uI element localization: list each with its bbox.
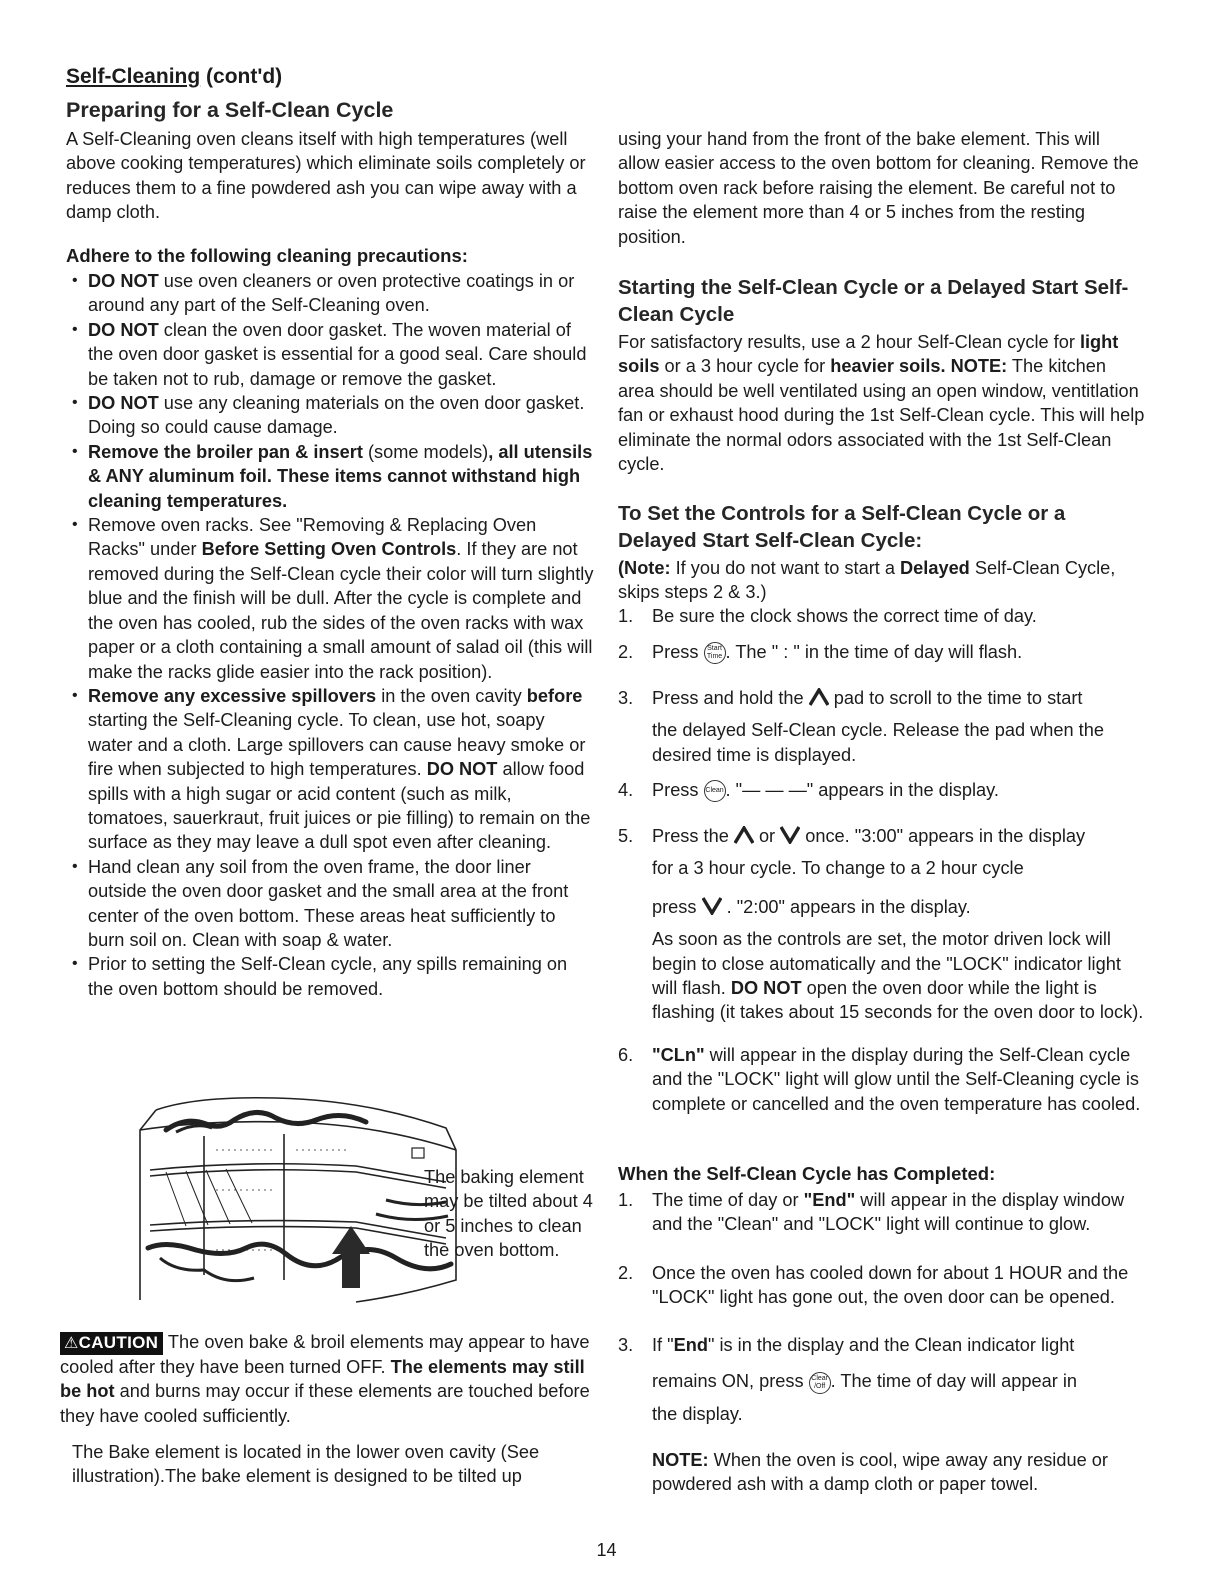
- step-text: Press: [652, 642, 704, 662]
- page-number: 14: [596, 1540, 617, 1560]
- precaution-text: . If they are not removed during the Self-Clean cycle their color will turn slightly blue and the finish will be dull. After the cycle is complete and the oven has cooled, rub the sides of the oven racks with wax paper or a cloth containing a small amount of salad oil (this will make the racks glide easier into the rack position).: [88, 539, 594, 682]
- step-text: Press the: [652, 826, 734, 846]
- note-text: When the oven is cool, wipe away any residue or powdered ash with a damp cloth or paper towel.: [652, 1450, 1108, 1495]
- caution-text: and burns may occur if these elements are touched before they have cooled sufficiently.: [60, 1381, 590, 1426]
- starting-paragraph: [618, 330, 1146, 476]
- step-text-block: [618, 1333, 1146, 1357]
- step-text: once. "3:00" appears in the display: [800, 826, 1086, 846]
- starting-text: The kitchen area should be well ventilated using an open window, ventitlation fan or exhaust hood during the 1st Self-Clean cycle. This will help eliminate the normal odors associated with the 1st Self-Clean cycle.: [618, 356, 1145, 475]
- step-text-block: Once the oven has cooled down for about 1 HOUR and the "LOCK" light has gone out, the oven door can be opened.: [652, 1263, 1129, 1308]
- step-text: open the oven door while the light is flashing (it takes about 15 seconds for the oven door to lock).: [652, 978, 1144, 1023]
- starting-text: or a 3 hour cycle for: [659, 356, 831, 377]
- step-text: If ": [652, 1335, 674, 1355]
- precaution-text: Prior to setting the Self-Clean cycle, any spills remaining on the oven bottom should be removed.: [88, 954, 568, 999]
- precautions-list: [66, 269, 594, 1001]
- step-text-cont: the delayed Self-Clean cycle. Release the pad when the desired time is displayed.: [652, 720, 1104, 765]
- step-5: [618, 824, 1146, 1025]
- clean-button-icon: [704, 780, 726, 802]
- heading-completed: When the Self-Clean Cycle has Completed:: [618, 1163, 996, 1184]
- starting-bold: NOTE:: [945, 356, 1008, 377]
- note-text: Self-Clean Cycle, skips steps 2 & 3.): [618, 558, 1116, 603]
- up-arrow-icon: [809, 688, 829, 706]
- heading-set-controls: To Set the Controls for a Self-Clean Cycle or a Delayed Start Self-Clean Cycle:: [618, 502, 1066, 552]
- note-label: (Note:: [618, 558, 671, 578]
- note-text: If you do not want to start a: [670, 558, 901, 578]
- precaution-item: [66, 269, 594, 318]
- step-number: 3.: [618, 1335, 634, 1355]
- precaution-text: use any cleaning materials on the oven door gasket. Doing so could cause damage.: [88, 393, 585, 438]
- precaution-bold: DO NOT: [88, 319, 159, 340]
- up-arrow-icon: [734, 826, 754, 844]
- section-title-main: Self-Cleaning: [66, 65, 201, 88]
- precaution-text: use oven cleaners or oven protective coatings in or around any part of the Self-Cleaning oven.: [88, 271, 575, 316]
- step-1: [618, 604, 1146, 628]
- step-text-cont: the display.: [652, 1403, 743, 1424]
- precaution-bold: DO NOT: [88, 393, 159, 414]
- step-text-block: [618, 1188, 1146, 1237]
- step-bold: "End": [803, 1190, 856, 1210]
- clear-off-button-icon: [809, 1372, 831, 1394]
- step-bold: DO NOT: [730, 978, 802, 999]
- caution-text: The oven bake & broil elements may appear to have cooled after they have been turned OFF.: [60, 1332, 590, 1377]
- bake-element-paragraph-cont: using your hand from the front of the bake element. This will allow easier access to the oven bottom for cleaning. Remove the bottom oven rack before raising the element. Be careful not to raise the element more than 4 or 5 inches from the resting position.: [618, 129, 1139, 247]
- precaution-bold: Before Setting Oven Controls: [201, 539, 457, 560]
- step-text: will appear in the display window and the "Clean" and "LOCK" light will continue to glow.: [652, 1190, 1125, 1235]
- oven-bake-element-illustration: [126, 1090, 466, 1310]
- caution-badge: [60, 1332, 163, 1355]
- step-text: . "2:00" appears in the display.: [721, 896, 971, 917]
- step-number: 6.: [618, 1045, 634, 1065]
- precaution-bold: , all utensils & ANY aluminum foil. These items cannot withstand high cleaning temperatures.: [88, 441, 593, 511]
- icon-label: Time: [706, 653, 723, 661]
- step-number: 1.: [618, 1190, 634, 1210]
- icon-label: Clear: [811, 1374, 829, 1382]
- step-text: remains ON, press: [652, 1371, 809, 1392]
- precaution-item: [66, 855, 594, 953]
- heading-starting: Starting the Self-Clean Cycle or a Delayed Start Self-Clean Cycle: [618, 276, 1129, 326]
- precaution-bold: Remove the broiler pan & insert: [88, 441, 363, 462]
- down-arrow-icon: [702, 897, 722, 915]
- step-text: Press: [652, 780, 704, 800]
- step-text: or: [753, 826, 781, 846]
- step-text-cont: [618, 1369, 1146, 1393]
- precaution-text: starting the Self-Cleaning cycle. To clean, use hot, soapy water and a cloth. Large spillovers can cause heavy smoke or fire when subjected to high temperatures.: [88, 710, 586, 780]
- set-controls-note: [618, 556, 1146, 605]
- step-text: will appear in the display during the Self-Clean cycle and the "LOCK" light will glow until the Self-Cleaning cycle is complete or cancelled and the oven temperature has cooled.: [652, 1045, 1141, 1114]
- illustration-caption: The baking element may be tilted about 4 or 5 inches to clean the oven bottom.: [424, 1167, 593, 1261]
- precaution-text: Hand clean any soil from the oven frame, the door liner outside the oven door gasket and the small area at the front center of the oven bottom. These areas heat sufficiently to burn soil on. Clean with soap & water.: [88, 856, 569, 950]
- step-text: . The " : " in the time of day will flash.: [725, 642, 1023, 662]
- precaution-bold: Remove any excessive spillovers: [88, 685, 377, 706]
- step-number: 1.: [618, 606, 634, 626]
- precaution-text: clean the oven door gasket. The woven material of the oven door gasket is essential for a good seal. Care should be taken not to rub, damage or remove the gasket.: [88, 319, 587, 389]
- caution-paragraph: [60, 1330, 596, 1428]
- step-4: [618, 778, 1146, 802]
- precaution-bold: DO NOT: [88, 271, 159, 291]
- section-title: [66, 64, 282, 90]
- step-text: . "— — —" appears in the display.: [725, 780, 999, 800]
- starting-text: For satisfactory results, use a 2 hour Self-Clean cycle for: [618, 332, 1080, 352]
- step-text: Press and hold the: [652, 688, 809, 708]
- precaution-text: in the oven cavity: [376, 685, 527, 706]
- precaution-text: allow food spills with a high sugar or acid content (such as milk, tomatoes, sauerkraut, fruit juices or pie filling) to remain on the surface as they may leave a dull spot even after cleaning.: [88, 759, 591, 853]
- bake-element-paragraph: The Bake element is located in the lower oven cavity (See illustration).The bake element is designed to be tilted up: [72, 1442, 540, 1487]
- step-number: 3.: [618, 688, 634, 708]
- step-text: The time of day or: [652, 1190, 804, 1210]
- precaution-text: Remove oven racks. See "Removing & Replacing Oven Racks" under: [88, 515, 537, 560]
- step-number: 2.: [618, 1263, 634, 1283]
- icon-label: Clean: [705, 787, 724, 795]
- precaution-item: [66, 391, 594, 440]
- completed-step-1: [618, 1188, 1146, 1237]
- start-time-button-icon: [704, 642, 726, 664]
- precaution-item: [66, 952, 594, 1001]
- step-number: 5.: [618, 826, 634, 846]
- step-text-block: [618, 1043, 1146, 1116]
- precaution-text: (some models): [362, 441, 489, 462]
- starting-bold: heavier soils.: [830, 356, 946, 377]
- completed-step-3: [618, 1333, 1146, 1426]
- lock-paragraph: [618, 927, 1146, 1025]
- caution-badge-label: CAUTION: [78, 1333, 159, 1352]
- step-text: Be sure the clock shows the correct time of day.: [652, 606, 1037, 626]
- completed-note: [652, 1448, 1146, 1497]
- icon-label: Start: [707, 645, 722, 653]
- section-title-suffix: (cont'd): [200, 65, 283, 88]
- step-6: [618, 1043, 1146, 1116]
- precaution-item: [66, 513, 594, 684]
- step-3: [618, 686, 1146, 767]
- note-label: NOTE:: [652, 1450, 709, 1470]
- precaution-item: [66, 318, 594, 391]
- icon-label: /Off: [814, 1382, 826, 1390]
- caution-bold: The elements may still be hot: [60, 1357, 585, 1402]
- step-text: . The time of day will appear in: [830, 1371, 1077, 1392]
- precautions-heading: Adhere to the following cleaning precautions:: [66, 245, 468, 266]
- completed-step-2: [618, 1261, 1146, 1310]
- starting-bold: light soils: [618, 332, 1119, 377]
- step-bold: "CLn": [652, 1045, 705, 1065]
- step-text: pad to scroll to the time to start: [828, 688, 1083, 708]
- step-number: 4.: [618, 780, 634, 800]
- step-number: 2.: [618, 642, 634, 662]
- precaution-bold: before: [526, 685, 583, 706]
- precaution-item: [66, 684, 594, 855]
- step-bold: End: [673, 1335, 708, 1355]
- heading-preparing: Preparing for a Self-Clean Cycle: [66, 98, 394, 122]
- precaution-item: [66, 440, 594, 513]
- note-bold: Delayed: [900, 558, 970, 578]
- step-text: press: [652, 896, 702, 917]
- step-text-cont: [618, 895, 1146, 919]
- down-arrow-icon: [780, 826, 800, 844]
- step-text: " is in the display and the Clean indicator light: [707, 1335, 1075, 1355]
- precaution-bold: DO NOT: [426, 759, 498, 780]
- intro-paragraph: A Self-Cleaning oven cleans itself with high temperatures (well above cooking temperatures) which eliminate soils completely or reduces them to a fine powdered ash you can wipe away with a damp cloth.: [66, 129, 586, 223]
- warning-icon: ⚠: [64, 1335, 79, 1352]
- step-text: As soon as the controls are set, the motor driven lock will begin to close automatically and the "LOCK" indicator light will flash.: [652, 929, 1121, 999]
- step-2: [618, 640, 1146, 664]
- step-text-cont: for a 3 hour cycle. To change to a 2 hour cycle: [652, 858, 1024, 879]
